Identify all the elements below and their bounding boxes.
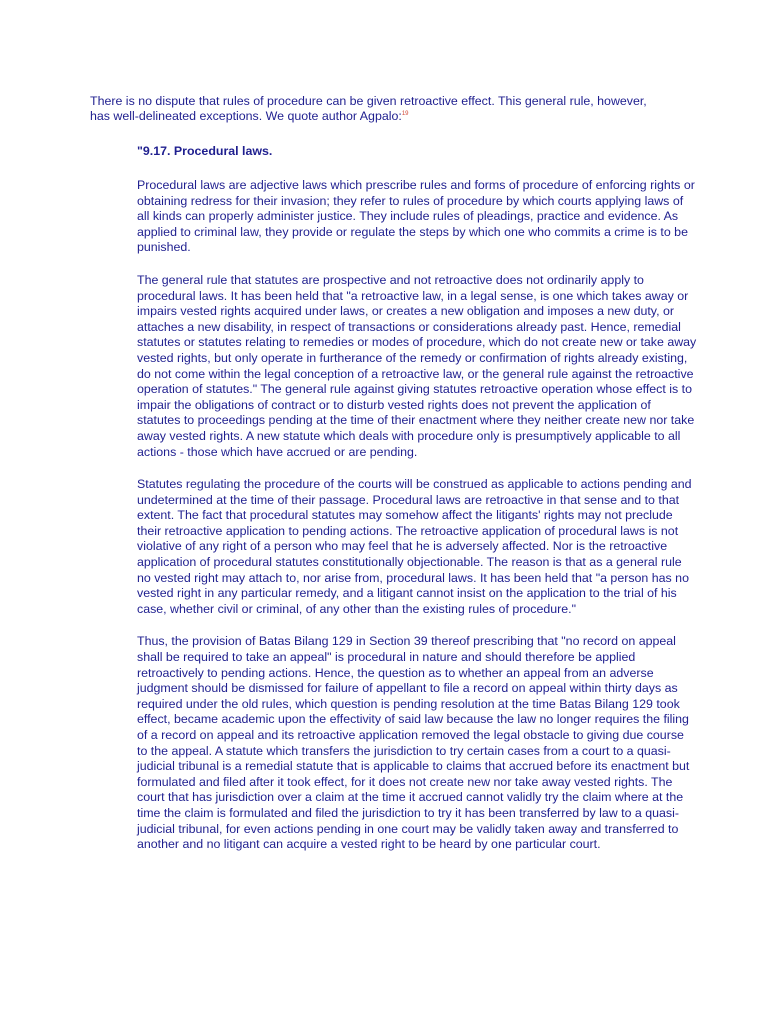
intro-paragraph [90, 94, 650, 124]
quote-paragraph-3: Statutes regulating the procedure of the courts will be construed as applicable to actions pending and undetermined at the time of their passage. Procedural laws are retroactive in that sense and to that extent. The fact that procedural statutes may somehow affect the litigants' rights may not preclude their retroactive application to pending actions. The retroactive application of procedural laws is not violative of any right of a person who may feel that he is adversely affected. Nor is the retroactive application of procedural statutes constitutionally objectionable. The reason is that as a general rule no vested right may attach to, nor arise from, procedural laws. It has been held that "a person has no vested right in any particular remedy, and a litigant cannot insist on the application to the trial of his case, whether civil or criminal, of any other than the existing rules of procedure." [137, 477, 692, 616]
block-quote [137, 144, 697, 870]
footnote-link[interactable]: 19 [401, 110, 409, 117]
quote-paragraph-2: The general rule that statutes are prospective and not retroactive does not ordinarily apply to procedural laws. It has been held that "a retroactive law, in a legal sense, is one which takes away or impairs vested rights acquired under laws, or creates a new obligation and imposes a new duty, or attaches a new disability, in respect of transactions or considerations already past. Hence, remedial statutes or statutes relating to remedies or modes of procedure, which do not create new or take away vested rights, but only operate in furtherance of the remedy or confirmation of rights already existing, do not come within the legal conception of a retroactive law, or the general rule against the retroactive operation of statutes." The general rule against giving statutes retroactive operation whose effect is to impair the obligations of contract or to disturb vested rights does not prevent the application of statutes to proceedings pending at the time of their enactment where they neither create new nor take away vested rights. A new statute which deals with procedure only is presumptively applicable to all actions - those which have accrued or are pending. [137, 272, 697, 459]
intro-text: There is no dispute that rules of procedure can be given retroactive effect. This general rule, however, has well-delineated exceptions. We quote author Agpalo: [90, 94, 647, 123]
quote-paragraph-4: Thus, the provision of Batas Bilang 129 in Section 39 thereof prescribing that "no record on appeal shall be required to take an appeal" is procedural in nature and should therefore be applied retroactively to pending actions. Hence, the question as to whether an appeal from an adverse judgment should be dismissed for failure of appellant to file a record on appeal within thirty days as required under the old rules, which question is pending resolution at the time Batas Bilang 129 took effect, became academic upon the effectivity of said law because the law no longer requires the filing of a record on appeal and its retroactive application removed the legal obstacle to giving due course to the appeal. A statute which transfers the jurisdiction to try certain cases from a court to a quasi-judicial tribunal is a remedial statute that is applicable to claims that accrued before its enactment but formulated and filed after it took effect, for it does not create new nor take away vested rights. The court that has jurisdiction over a claim at the time it accrued cannot validly try the claim where at the time the claim is formulated and filed the jurisdiction to try it has been transferred by law to a quasi-judicial tribunal, for even actions pending in one court may be validly taken away and transferred to another and no litigant can acquire a vested right to be heard by one particular court. [137, 634, 690, 852]
quote-paragraph-1: Procedural laws are adjective laws which prescribe rules and forms of procedure of enforcing rights or obtaining redress for their invasion; they refer to rules of procedure by which courts applying laws of all kinds can properly administer justice. They include rules of pleadings, practice and evidence. As applied to criminal law, they provide or regulate the steps by which one who commits a crime is to be punished. [137, 178, 695, 255]
section-heading: "9.17. Procedural laws. [137, 144, 273, 158]
